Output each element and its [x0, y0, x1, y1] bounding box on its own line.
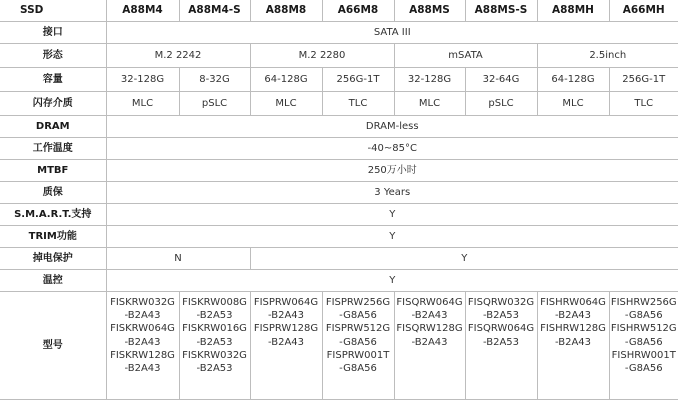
row-model: [0, 292, 678, 400]
model-cell: [179, 292, 250, 400]
row-form-factor: [0, 44, 678, 68]
model-number: FISQRW064G: [467, 323, 535, 335]
row-label: 型号: [0, 292, 106, 400]
model-number: FISPRW256G: [325, 297, 391, 308]
row-capacity: [0, 68, 678, 92]
model-cell: [106, 292, 179, 400]
form-factor-value: M.2 2280: [250, 44, 394, 68]
capacity-value: 256G-1T: [322, 68, 394, 92]
row-smart: [0, 204, 678, 226]
model-suffix: -B2A43: [554, 336, 592, 348]
model-cell: [394, 292, 465, 400]
model-number: FISPRW064G: [253, 297, 319, 308]
plp-value: N: [106, 248, 250, 270]
model-number: FISHRW128G: [540, 323, 606, 335]
header-model: A88MS-S: [465, 0, 537, 22]
row-label: 工作温度: [0, 138, 106, 160]
form-factor-value: 2.5inch: [537, 44, 678, 68]
row-label: DRAM: [0, 116, 106, 138]
smart-value: Y: [106, 204, 678, 226]
flash-value: pSLC: [179, 92, 250, 116]
temperature-value: -40~85°C: [106, 138, 678, 160]
form-factor-value: M.2 2242: [106, 44, 250, 68]
model-suffix: -B2A43: [124, 363, 161, 375]
capacity-value: 64-128G: [537, 68, 609, 92]
flash-value: TLC: [322, 92, 394, 116]
model-suffix: -B2A53: [196, 310, 233, 322]
model-suffix: -B2A43: [554, 310, 592, 322]
row-mtbf: [0, 160, 678, 182]
model-number: FISQRW128G: [396, 323, 463, 335]
model-suffix: -B2A43: [267, 336, 305, 348]
model-number: FISKRW016G: [182, 323, 247, 335]
model-suffix: -B2A43: [411, 310, 448, 322]
header-model: A88M8: [250, 0, 322, 22]
capacity-value: 8-32G: [179, 68, 250, 92]
model-cell: [609, 292, 678, 400]
flash-value: MLC: [106, 92, 179, 116]
model-suffix: -G8A56: [624, 336, 663, 348]
flash-value: MLC: [250, 92, 322, 116]
model-suffix: -B2A43: [124, 336, 161, 348]
model-number: FISKRW008G: [182, 297, 247, 308]
model-suffix: -B2A43: [411, 336, 448, 348]
row-label: 掉电保护: [0, 248, 106, 270]
model-number: FISPRW001T: [326, 349, 390, 361]
row-trim: [0, 226, 678, 248]
warranty-value: 3 Years: [106, 182, 678, 204]
model-number: FISKRW032G: [110, 297, 175, 308]
model-number: FISKRW032G: [182, 349, 247, 361]
row-label: 质保: [0, 182, 106, 204]
flash-value: TLC: [609, 92, 678, 116]
model-number: FISPRW512G: [325, 323, 391, 335]
capacity-value: 64-128G: [250, 68, 322, 92]
model-suffix: -B2A53: [482, 310, 520, 322]
header-model: A88M4: [106, 0, 179, 22]
model-number: FISHRW064G: [540, 297, 606, 308]
row-label: 形态: [0, 44, 106, 68]
model-cell: [537, 292, 609, 400]
model-suffix: -B2A53: [196, 336, 233, 348]
model-number: FISQRW064G: [396, 297, 463, 308]
model-number: FISKRW128G: [110, 349, 175, 361]
row-label: 闪存介质: [0, 92, 106, 116]
model-suffix: -B2A43: [124, 310, 161, 322]
row-dram: [0, 116, 678, 138]
header-row: [0, 0, 678, 22]
model-number: FISKRW064G: [110, 323, 175, 335]
form-factor-value: mSATA: [394, 44, 537, 68]
flash-value: MLC: [537, 92, 609, 116]
model-suffix: -G8A56: [339, 336, 377, 348]
row-label: 温控: [0, 270, 106, 292]
row-label: TRIM功能: [0, 226, 106, 248]
capacity-value: 32-64G: [465, 68, 537, 92]
header-model: A66MH: [609, 0, 678, 22]
model-number: FISHRW512G: [610, 323, 677, 335]
row-thermal: [0, 270, 678, 292]
model-cell: [465, 292, 537, 400]
flash-value: MLC: [394, 92, 465, 116]
header-model: A88MS: [394, 0, 465, 22]
capacity-value: 256G-1T: [609, 68, 678, 92]
row-interface: [0, 22, 678, 44]
row-temperature: [0, 138, 678, 160]
model-suffix: -B2A43: [267, 310, 305, 322]
row-label: 接口: [0, 22, 106, 44]
thermal-value: Y: [106, 270, 678, 292]
plp-value: Y: [250, 248, 678, 270]
model-number: FISQRW032G: [467, 297, 535, 308]
model-suffix: -B2A53: [482, 336, 520, 348]
row-power-loss-protection: [0, 248, 678, 270]
capacity-value: 32-128G: [106, 68, 179, 92]
model-suffix: -G8A56: [624, 363, 663, 375]
model-number: FISHRW256G: [610, 297, 677, 308]
trim-value: Y: [106, 226, 678, 248]
interface-value: SATA III: [106, 22, 678, 44]
model-number: FISHRW001T: [611, 349, 676, 361]
model-number: FISPRW128G: [253, 323, 319, 335]
mtbf-value: 250万小时: [106, 160, 678, 182]
row-label: 容量: [0, 68, 106, 92]
row-warranty: [0, 182, 678, 204]
header-model: A66M8: [322, 0, 394, 22]
model-cell: [322, 292, 394, 400]
capacity-value: 32-128G: [394, 68, 465, 92]
row-label: MTBF: [0, 160, 106, 182]
model-suffix: -G8A56: [339, 310, 377, 322]
model-suffix: -G8A56: [339, 363, 377, 375]
model-cell: [250, 292, 322, 400]
model-suffix: -B2A53: [196, 363, 233, 375]
flash-value: pSLC: [465, 92, 537, 116]
header-corner: SSD: [0, 0, 106, 22]
model-suffix: -G8A56: [624, 310, 663, 322]
header-model: A88MH: [537, 0, 609, 22]
header-model: A88M4-S: [179, 0, 250, 22]
row-flash: [0, 92, 678, 116]
dram-value: DRAM-less: [106, 116, 678, 138]
row-label: S.M.A.R.T.支持: [0, 204, 106, 226]
